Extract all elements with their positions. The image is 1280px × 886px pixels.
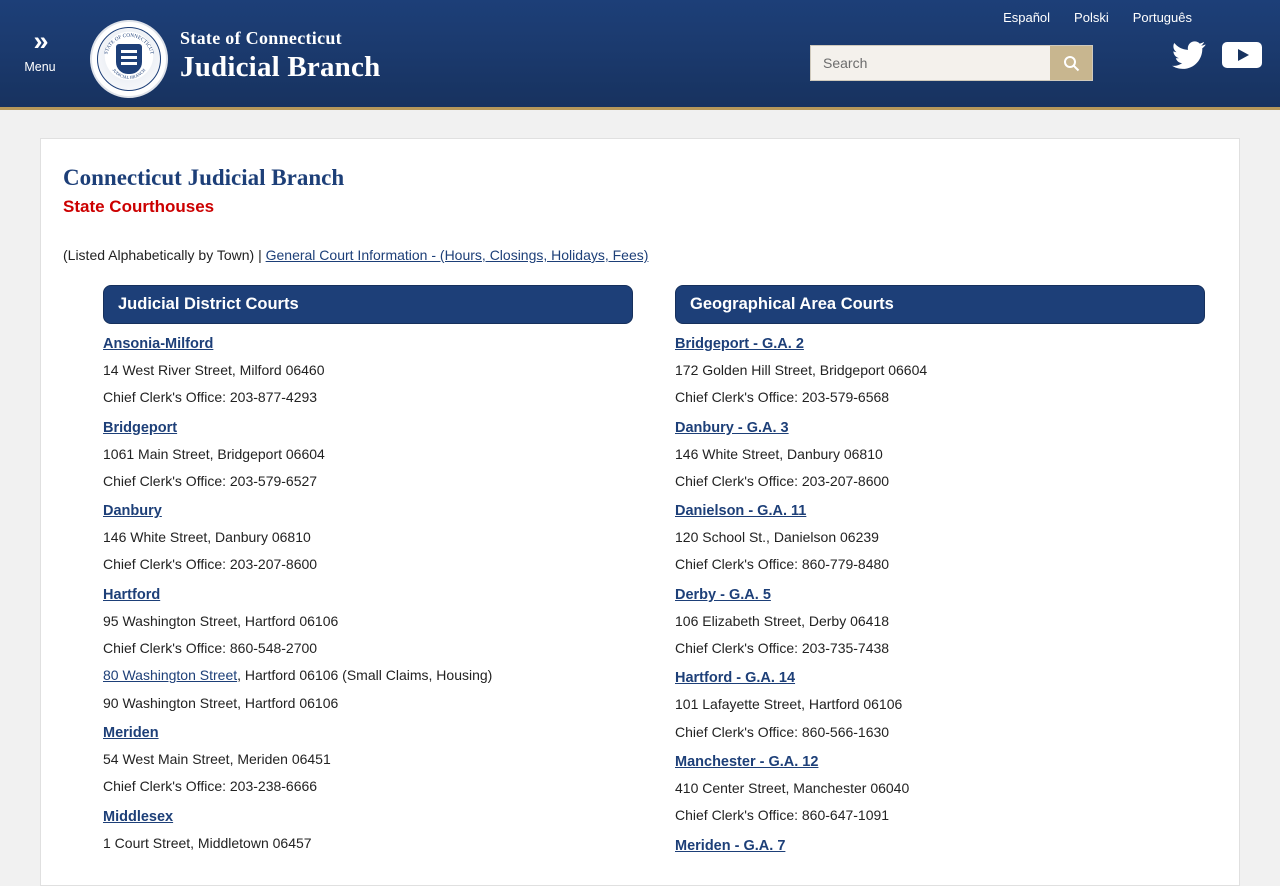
court-clerk-phone: Chief Clerk's Office: 860-566-1630	[675, 723, 890, 740]
court-link-derby-ga5[interactable]: Derby - G.A. 5	[675, 586, 771, 603]
content-card	[40, 138, 1240, 886]
court-link-80-washington-street[interactable]: 80 Washington Street	[103, 667, 238, 684]
court-clerk-phone: Chief Clerk's Office: 860-647-1091	[675, 807, 890, 824]
language-link-portugues[interactable]: Português	[1132, 10, 1192, 25]
youtube-icon	[1222, 40, 1262, 70]
court-address: 146 White Street, Danbury 06810	[103, 529, 311, 546]
menu-toggle-label: Menu	[24, 60, 56, 74]
court-link-danielson-ga11[interactable]: Danielson - G.A. 11	[675, 503, 807, 520]
court-entry	[675, 753, 1205, 826]
court-address: 1 Court Street, Middletown 06457	[103, 834, 312, 851]
language-link-polski[interactable]: Polski	[1074, 10, 1109, 25]
svg-text:STATE OF CONNECTICUT: STATE OF CONNECTICUT	[103, 32, 155, 56]
page-body	[0, 138, 1280, 886]
court-address: 101 Lafayette Street, Hartford 06106	[675, 696, 903, 713]
site-brand[interactable]	[180, 28, 380, 84]
court-clerk-phone: Chief Clerk's Office: 860-548-2700	[103, 640, 318, 657]
court-entry	[675, 335, 1205, 408]
column-judicial-district-courts	[103, 285, 633, 855]
court-link-middlesex[interactable]: Middlesex	[103, 808, 174, 825]
svg-text:JUDICIAL BRANCH: JUDICIAL BRANCH	[111, 67, 147, 80]
court-clerk-phone: Chief Clerk's Office: 203-735-7438	[675, 640, 890, 657]
page-subtitle: State Courthouses	[63, 197, 215, 216]
court-entry	[103, 419, 633, 492]
court-clerk-phone: Chief Clerk's Office: 860-779-8480	[675, 556, 890, 573]
court-clerk-phone: Chief Clerk's Office: 203-579-6568	[675, 389, 890, 406]
court-link-ansonia-milford[interactable]: Ansonia-Milford	[103, 336, 214, 352]
twitter-icon	[1172, 41, 1206, 69]
language-links	[1003, 10, 1192, 25]
court-clerk-phone: Chief Clerk's Office: 203-579-6527	[103, 472, 318, 489]
court-entry	[675, 419, 1205, 492]
brand-line-judicial-branch: Judicial Branch	[180, 51, 381, 83]
court-link-bridgeport[interactable]: Bridgeport	[103, 419, 178, 436]
court-link-meriden-ga7[interactable]: Meriden - G.A. 7	[675, 837, 786, 854]
court-link-danbury[interactable]: Danbury	[103, 503, 162, 520]
court-link-hartford[interactable]: Hartford	[103, 586, 161, 603]
general-court-information-link[interactable]: General Court Information - (Hours, Closings, Holidays, Fees)	[265, 247, 649, 263]
court-link-manchester-ga12[interactable]: Manchester - G.A. 12	[675, 753, 819, 770]
court-link-bridgeport-ga2[interactable]: Bridgeport - G.A. 2	[675, 336, 804, 352]
search-icon	[1063, 55, 1080, 72]
court-clerk-phone: Chief Clerk's Office: 203-207-8600	[675, 472, 890, 489]
menu-toggle-button[interactable]	[10, 26, 70, 74]
court-address: 14 West River Street, Milford 06460	[103, 362, 325, 378]
court-clerk-phone: Chief Clerk's Office: 203-877-4293	[103, 389, 318, 406]
court-link-danbury-ga3[interactable]: Danbury - G.A. 3	[675, 419, 789, 436]
column-heading-judicial-district: Judicial District Courts	[103, 285, 633, 324]
court-address: 54 West Main Street, Meriden 06451	[103, 750, 331, 767]
court-address: 106 Elizabeth Street, Derby 06418	[675, 612, 890, 629]
court-address: 120 School St., Danielson 06239	[675, 529, 879, 546]
column-heading-geographical-area: Geographical Area Courts	[675, 285, 1205, 324]
listing-note-prefix: (Listed Alphabetically by Town) |	[63, 247, 266, 263]
court-address: 95 Washington Street, Hartford 06106	[103, 612, 339, 629]
court-entry	[675, 586, 1205, 659]
court-link-meriden[interactable]: Meriden	[103, 724, 159, 741]
language-link-espanol[interactable]: Español	[1003, 10, 1051, 25]
site-header	[0, 0, 1280, 110]
court-entry	[675, 502, 1205, 575]
court-entry	[103, 335, 633, 408]
judicial-branch-seal-icon	[90, 20, 168, 98]
court-address-secondary-text: , Hartford 06106 (Small Claims, Housing)	[237, 667, 493, 684]
social-links	[1172, 40, 1262, 70]
brand-line-state: State of Connecticut	[180, 28, 342, 48]
court-link-hartford-ga14[interactable]: Hartford - G.A. 14	[675, 670, 796, 687]
court-address-secondary	[103, 665, 633, 685]
column-geographical-area-courts	[675, 285, 1205, 855]
court-entry	[675, 669, 1205, 742]
court-entry	[103, 502, 633, 575]
search-box[interactable]	[810, 45, 1093, 81]
court-address: 146 White Street, Danbury 06810	[675, 445, 883, 462]
twitter-link[interactable]	[1172, 41, 1206, 69]
court-address: 1061 Main Street, Bridgeport 06604	[103, 445, 325, 462]
youtube-link[interactable]	[1222, 40, 1262, 70]
court-clerk-phone: Chief Clerk's Office: 203-238-6666	[103, 778, 318, 795]
court-entry	[675, 837, 1205, 855]
court-address: 172 Golden Hill Street, Bridgeport 06604	[675, 362, 928, 378]
double-chevron-right-icon: »	[33, 26, 47, 56]
court-address: 410 Center Street, Manchester 06040	[675, 779, 910, 796]
listing-note	[63, 247, 1217, 263]
page-title: Connecticut Judicial Branch	[63, 165, 345, 190]
search-input[interactable]	[811, 46, 1050, 80]
court-address-tertiary: 90 Washington Street, Hartford 06106	[103, 694, 339, 711]
court-entry	[103, 724, 633, 797]
search-button[interactable]	[1050, 46, 1092, 80]
court-clerk-phone: Chief Clerk's Office: 203-207-8600	[103, 556, 318, 573]
court-entry	[103, 586, 633, 713]
court-entry	[103, 808, 633, 853]
courts-columns	[63, 285, 1217, 855]
